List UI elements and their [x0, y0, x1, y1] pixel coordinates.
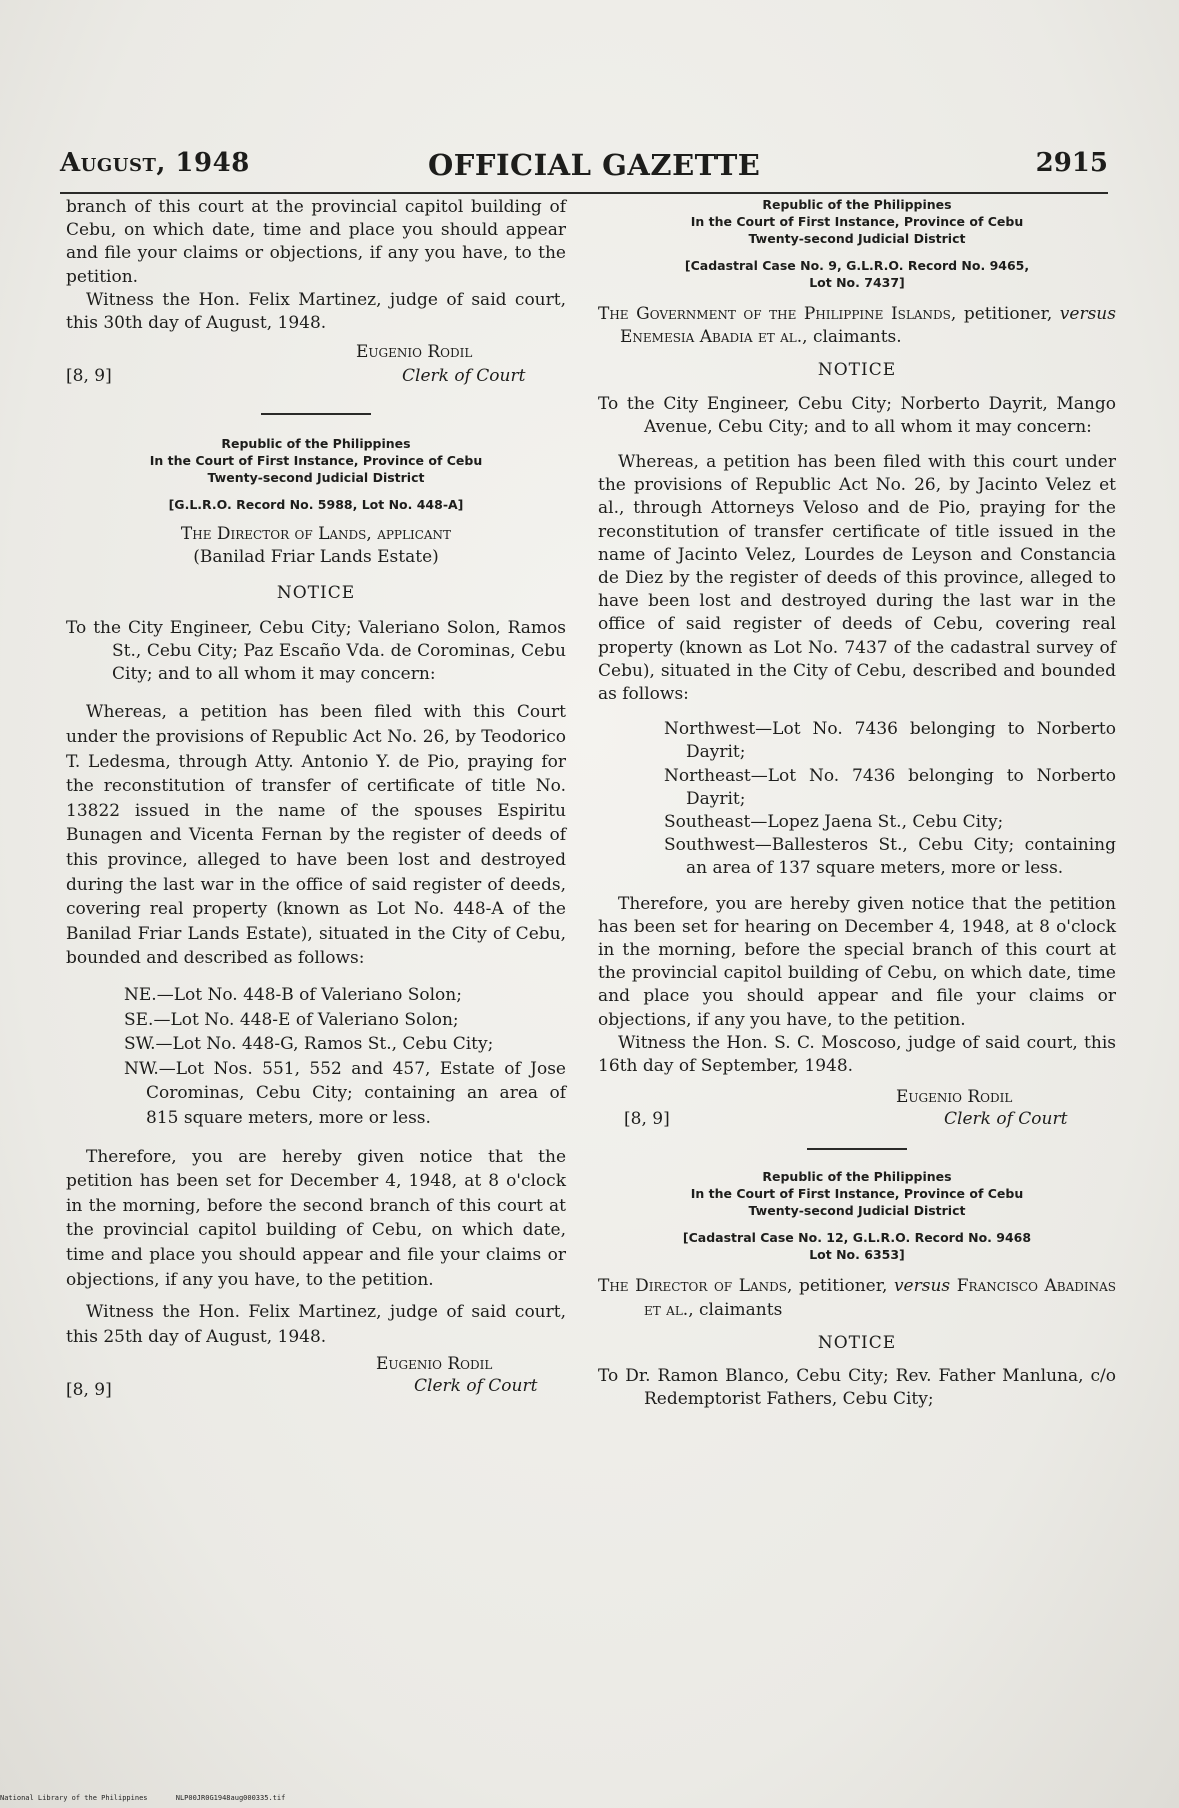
therefore-paragraph: Therefore, you are hereby given notice that the petition has been set for hearing on December 4, 1948, at 8 o'clock in the morning, before the special branch of this court at the provincial capitol building of Cebu, on which date, time and place you should appear and file your claims or objections, if any you have, to the petition. — [598, 893, 1116, 1030]
boundary-item: Northwest—Lot No. 7436 belonging to Norberto Dayrit; — [664, 719, 1116, 763]
signature-title: Clerk of Court — [944, 1109, 1068, 1130]
estate-line: (Banilad Friar Lands Estate) — [193, 547, 439, 568]
court-line: Twenty-second Judicial District — [207, 470, 425, 486]
record-line: [G.L.R.O. Record No. 5988, Lot No. 448-A] — [168, 497, 464, 513]
page-header — [60, 148, 1108, 188]
header-date: August, 1948 — [60, 148, 250, 178]
addressees: To the City Engineer, Cebu City; Valeriano Solon, Ramos St., Cebu City; Paz Escaño Vda. de Corominas, Cebu City; and to all whom it may concern: — [66, 617, 566, 685]
boundary-item: Southwest—Ballesteros St., Cebu City; containing an area of 137 square meters, more or less. — [664, 835, 1116, 879]
whereas-paragraph: Whereas, a petition has been filed with this court under the provisions of Republic Act No. 26, by Jacinto Velez et al., through Attorneys Veloso and de Pio, praying for the reconstitution of transfer certificate of title issued in the name of Jacinto Velez, Lourdes de Leyson and Constancia de Diez by the register of deeds of this province, alleged to have been lost and destroyed during the last war in the office of said register of deeds of Cebu, covering real property (known as Lot No. 7437 of the cadastral survey of Cebu), situated in the City of Cebu, described and bounded as follows: — [598, 452, 1116, 705]
court-line: Twenty-second Judicial District — [748, 231, 966, 246]
signature-block — [66, 1349, 566, 1399]
boundary-item: Southeast—Lopez Jaena St., Cebu City; — [664, 812, 1004, 833]
signature-name: Eugenio Rodil — [376, 1354, 493, 1375]
addressees: To the City Engineer, Cebu City; Norberto Dayrit, Mango Avenue, Cebu City; and to all whom it may concern: — [598, 393, 1116, 437]
therefore-paragraph: Therefore, you are hereby given notice that the petition has been set for December 4, 1948, at 8 o'clock in the morning, before the second branch of this court at the provincial capitol building of Cebu, on which date, time and place you should appear and file your claims or objections, if any you have, to the petition. — [66, 1146, 566, 1290]
boundary-item: SE.—Lot No. 448-E of Valeriano Solon; — [124, 1009, 459, 1030]
signature-block — [66, 335, 566, 399]
boundary-item: SW.—Lot No. 448-G, Ramos St., Cebu City; — [124, 1034, 494, 1055]
publication-ref: [8, 9] — [66, 366, 112, 387]
addressees: To Dr. Ramon Blanco, Cebu City; Rev. Father Manluna, c/o Redemptorist Fathers, Cebu City; — [598, 1365, 1116, 1410]
publication-ref: [8, 9] — [624, 1109, 670, 1130]
boundary-item: NW.—Lot Nos. 551, 552 and 457, Estate of Jose Corominas, Cebu City; containing an area of 815 square meters, more or less. — [124, 1058, 566, 1128]
claimant-name: Francisco Abadinas et al. — [644, 1276, 1116, 1320]
case-caption: The Director of Lands, applicant — [180, 524, 452, 545]
caption-text: , petitioner, — [787, 1276, 894, 1297]
notice-heading: NOTICE — [817, 1332, 897, 1353]
witness-paragraph: Witness the Hon. Felix Martinez, judge of said court, this 25th day of August, 1948. — [66, 1302, 566, 1347]
caption-text: , petitioner, — [950, 304, 1060, 324]
scan-footer — [0, 1794, 1179, 1802]
court-line: In the Court of First Instance, Province of Cebu — [690, 1186, 1024, 1202]
right-column — [598, 196, 1116, 1411]
record-line: Lot No. 7437] — [809, 275, 905, 290]
court-line: Republic of the Philippines — [221, 436, 411, 452]
left-column — [66, 196, 566, 1399]
court-line: Republic of the Philippines — [762, 1169, 952, 1185]
court-line: In the Court of First Instance, Province of Cebu — [149, 453, 483, 469]
claimant-name: Enemesia Abadia et al. — [620, 327, 803, 348]
header-title: OFFICIAL GAZETTE — [428, 148, 761, 182]
notice-heading: NOTICE — [817, 360, 897, 381]
signature-name: Eugenio Rodil — [896, 1087, 1013, 1108]
court-line: In the Court of First Instance, Province of Cebu — [690, 214, 1024, 229]
case-caption — [598, 1275, 1116, 1321]
footer-source: National Library of the Philippines — [0, 1794, 148, 1802]
signature-title: Clerk of Court — [402, 366, 526, 387]
caption-versus: versus — [1059, 304, 1116, 324]
petitioner-name: The Government of the Philippine Islands — [598, 304, 951, 324]
signature-name: Eugenio Rodil — [356, 342, 473, 363]
record-line: [Cadastral Case No. 9, G.L.R.O. Record No. 9465, — [684, 258, 1030, 273]
whereas-paragraph: Whereas, a petition has been filed with this Court under the provisions of Republic Act No. 26, by Teodorico T. Ledesma, through Atty. Antonio Y. de Pio, praying for the reconstitution of transfer of certificate of title No. 13822 issued in the name of the spouses Espiritu Bunagen and Vicenta Fernan by the register of deeds of this province, alleged to have been lost and destroyed during the last war in the office of said register of deeds, covering real property (known as Lot No. 448-A of the Banilad Friar Lands Estate), situated in the City of Cebu, bounded and described as follows: — [66, 702, 566, 969]
continued-paragraph: branch of this court at the provincial capitol building of Cebu, on which date, time and place you should appear and file your claims or objections, if any you have, to the petition. — [66, 197, 566, 287]
witness-paragraph: Witness the Hon. Felix Martinez, judge of said court, this 30th day of August, 1948. — [66, 289, 566, 334]
caption-text: , claimants. — [802, 327, 902, 348]
witness-paragraph: Witness the Hon. S. C. Moscoso, judge of said court, this 16th day of September, 1948. — [598, 1032, 1116, 1077]
petitioner-name: The Director of Lands — [598, 1276, 787, 1297]
record-line: Lot No. 6353] — [809, 1247, 905, 1263]
footer-filename: NLP00JR0G1948aug000335.tif — [175, 1794, 286, 1802]
boundaries-list — [66, 983, 566, 1131]
record-line: [Cadastral Case No. 12, G.L.R.O. Record No. 9468 — [682, 1230, 1032, 1246]
court-line: Republic of the Philippines — [762, 197, 952, 212]
signature-title: Clerk of Court — [414, 1376, 538, 1397]
header-rule — [60, 192, 1108, 194]
boundary-item: NE.—Lot No. 448-B of Valeriano Solon; — [124, 984, 462, 1005]
signature-block — [598, 1078, 1116, 1134]
boundaries-list — [598, 718, 1116, 880]
notice-heading: NOTICE — [276, 582, 356, 603]
caption-versus: versus — [893, 1276, 951, 1297]
case-caption — [598, 303, 1116, 349]
page-number: 2915 — [1035, 148, 1108, 178]
court-line: Twenty-second Judicial District — [748, 1203, 966, 1219]
caption-text: , claimants — [688, 1299, 783, 1320]
boundary-item: Northeast—Lot No. 7436 belonging to Norberto Dayrit; — [664, 765, 1116, 809]
publication-ref: [8, 9] — [66, 1380, 112, 1401]
